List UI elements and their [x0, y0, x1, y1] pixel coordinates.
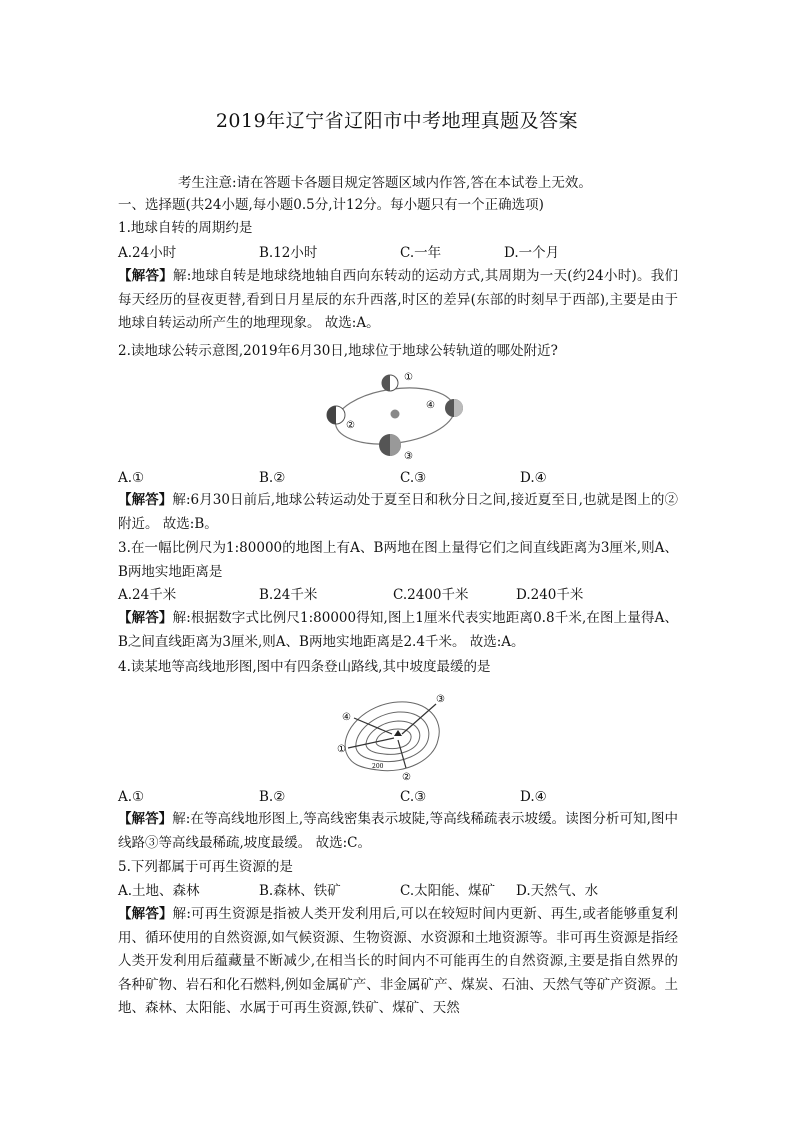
option-b: B.24千米 [259, 587, 318, 603]
question-3-answer [118, 607, 678, 654]
label-1: ① [404, 372, 413, 383]
question-5-options [118, 880, 678, 902]
answer-text: 解:根据数字式比例尺1:80000得知,图上1厘米代表实地距离0.8千米,在图上量得A、B之间直线距离为3厘米,则A、B两地实地距离是2.4千米。 故选:A。 [118, 610, 678, 650]
option-b: B.② [259, 470, 286, 486]
answer-text: 解:在等高线地形图上,等高线密集表示坡陡,等高线稀疏表示坡缓。读图分析可知,图中线路③等高线最稀疏,坡度最缓。 故选:C。 [118, 811, 679, 851]
question-2-answer [118, 489, 678, 536]
answer-text: 解:地球自转是地球绕地轴自西向东转动的运动方式,其周期为一天(约24小时)。我们每天经历的昼夜更替,看到日月星辰的东升西落,时区的差异(东部的时刻早于西部),主要是由于地球自转运动所产生的地理现象。 故选:A。 [118, 268, 678, 331]
route-4-label: ④ [342, 712, 351, 723]
question-3-stem: 3.在一幅比例尺为1:80000的地图上有A、B两地在图上量得它们之间直线距离为3厘米,则A、B两地实地距离是 [118, 540, 678, 580]
contour-map-figure [336, 690, 448, 782]
label-3: ③ [404, 451, 413, 462]
question-1-stem: 1.地球自转的周期约是 [118, 220, 253, 236]
option-a: A.24千米 [118, 587, 177, 603]
option-a: A.① [118, 470, 145, 486]
answer-tag: 【解答】 [118, 906, 173, 922]
label-2: ② [346, 420, 355, 431]
sun-icon [391, 410, 400, 419]
option-c: C.③ [400, 470, 427, 486]
answer-tag: 【解答】 [118, 811, 173, 827]
route-2-label: ② [402, 772, 411, 782]
answer-text: 解:可再生资源是指被人类开发利用后,可以在较短时间内更新、再生,或者能够重复利用、循环使用的自然资源,如气候资源、生物资源、水资源和土地资源等。非可再生资源是指经人类开发利用后蕴藏量不断减少,在相当长的时间内不可能再生的自然资源,主要是指自然界的各种矿物、岩石和化石燃料,例如金属矿产、非金属矿产、煤炭、石油、天然气等矿产资源。土地、森林、太阳能、水属于可再生资源,铁矿、煤矿、天然 [118, 906, 678, 1016]
answer-tag: 【解答】 [118, 610, 173, 626]
option-c: C.2400千米 [393, 587, 469, 603]
route-3-label: ③ [436, 694, 445, 705]
contour-value-label: 200 [372, 763, 384, 770]
question-5-stem: 5.下列都属于可再生资源的是 [118, 859, 293, 875]
option-b: B.森林、铁矿 [259, 883, 341, 899]
answer-tag: 【解答】 [118, 492, 173, 508]
question-4-options [118, 786, 678, 808]
peak-icon [394, 730, 402, 736]
question-4-answer [118, 808, 678, 855]
question-5-answer [118, 903, 678, 1021]
option-d: D.④ [520, 789, 547, 805]
option-a: A.土地、森林 [118, 883, 200, 899]
question-2-stem: 2.读地球公转示意图,2019年6月30日,地球位于地球公转轨道的哪处附近? [118, 343, 558, 359]
answer-tag: 【解答】 [118, 268, 173, 284]
question-3-options [118, 584, 678, 606]
option-a: A.24小时 [118, 245, 177, 261]
option-c: C.太阳能、煤矿 [400, 883, 496, 899]
exam-notice: 考生注意:请在答题卡各题目规定答题区域内作答,答在本试卷上无效。 [178, 175, 592, 191]
option-b: B.12小时 [259, 245, 318, 261]
page-title: 2019年辽宁省辽阳市中考地理真题及答案 [215, 110, 579, 132]
earth-revolution-figure [320, 368, 470, 466]
option-b: B.② [259, 789, 286, 805]
section-heading: 一、选择题(共24小题,每小题0.5分,计12分。每小题只有一个正确选项) [118, 197, 544, 213]
question-1-options [118, 242, 678, 264]
route-1-label: ① [337, 744, 346, 755]
question-4-stem: 4.读某地等高线地形图,图中有四条登山路线,其中坡度最缓的是 [118, 659, 491, 675]
option-d: D.天然气、水 [516, 883, 599, 899]
option-c: C.一年 [400, 245, 442, 261]
label-4: ④ [426, 400, 435, 411]
question-1-answer [118, 265, 678, 336]
option-d: D.一个月 [504, 245, 560, 261]
option-d: D.240千米 [516, 587, 584, 603]
answer-text: 解:6月30日前后,地球公转运动处于夏至日和秋分日之间,接近夏至日,也就是图上的②附近。 故选:B。 [118, 492, 678, 532]
option-d: D.④ [520, 470, 547, 486]
question-2-options [118, 467, 678, 489]
option-a: A.① [118, 789, 145, 805]
option-c: C.③ [400, 789, 427, 805]
